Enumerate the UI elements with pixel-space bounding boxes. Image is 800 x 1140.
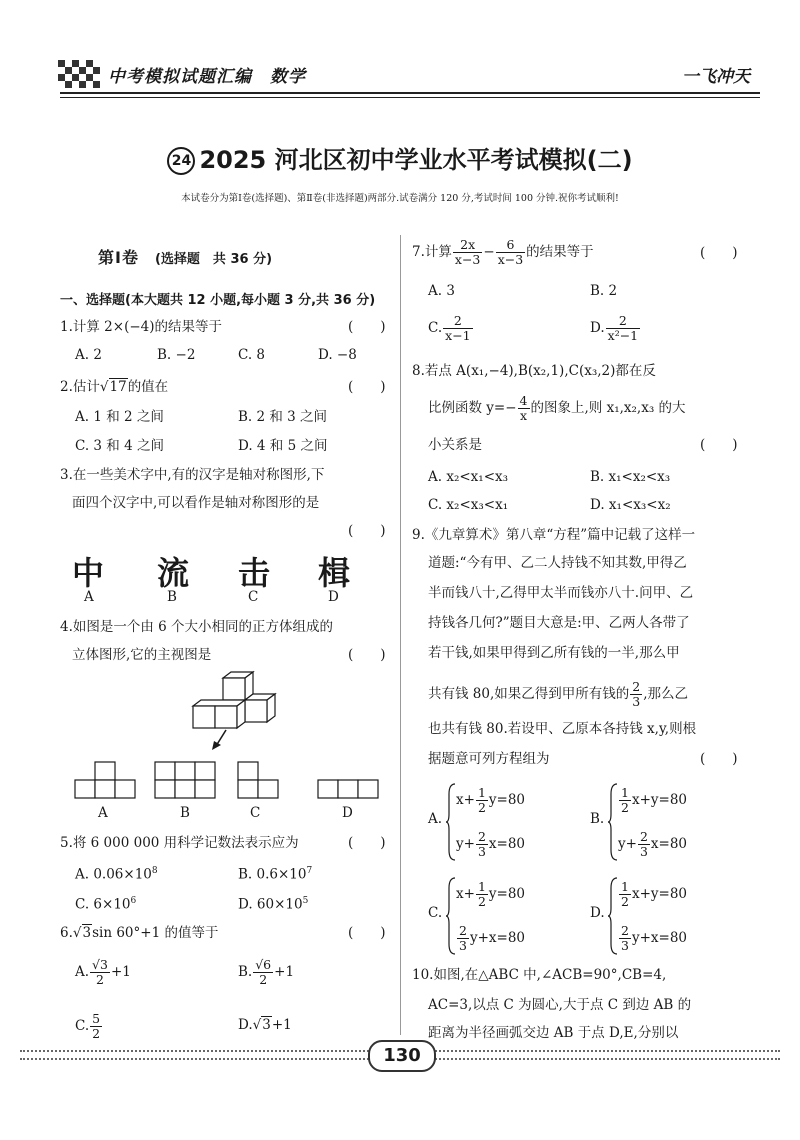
section-heading: 一、选择题(本大题共 12 小题,每小题 3 分,共 36 分) [60, 293, 376, 308]
q3-char-c: 击 [238, 554, 271, 592]
exam-number-badge: 24 [167, 147, 195, 175]
exam-note: 本试卷分为第Ⅰ卷(选择题)、第Ⅱ卷(非选择题)两部分.试卷满分 120 分,考试时间 100 分钟.祝你考试顺利! [181, 193, 619, 204]
q1-stem: 1.计算 2×(−4)的结果等于 [60, 319, 223, 335]
q8-option-c[interactable]: C. x₂<x₃<x₁ [428, 497, 509, 513]
q7-option-d[interactable]: D. $\frac{2}{\text{x²−1}}$ [590, 313, 639, 343]
q3-line1: 3.在一些美术字中,有的汉字是轴对称图形,下 [60, 467, 325, 483]
q9-d-label: D. [590, 905, 605, 921]
header-series-title: 中考模拟试题汇编 数学 [108, 67, 306, 87]
q4-label-d[interactable]: D [342, 805, 353, 821]
q9-b-eq2: y+ $\frac{2}{3}$ x=80 [618, 829, 688, 859]
q9-line5: 若干钱,如果甲得到乙所有钱的一半,那么甲 [428, 645, 680, 661]
q9-a-brace [446, 782, 456, 862]
q1-option-a[interactable]: A. 2 [75, 347, 102, 363]
header-subject: 数学 [270, 67, 306, 87]
q4-option-a-figure[interactable] [73, 760, 139, 800]
q9-b-brace [608, 782, 618, 862]
q9-c-label: C. [428, 905, 443, 921]
q8-option-a[interactable]: A. x₂<x₁<x₃ [428, 469, 509, 485]
q3-char-b: 流 [157, 554, 190, 592]
page-number: 130 [368, 1040, 436, 1072]
q5-bracket: ( ) [348, 835, 386, 851]
q9-c-eq2: $\frac{2}{3}$ y+x=80 [459, 923, 526, 953]
q9-option-b[interactable] [590, 782, 750, 862]
part1-heading: 第Ⅰ卷 (选择题 共 36 分) [98, 248, 273, 267]
q10-line1: 10.如图,在△ABC 中,∠ACB=90°,CB=4, [412, 967, 667, 983]
q7-stem: 7.计算 $\frac{2x}{x-3}$ − $\frac{6}{x-3}$ 的结果等于 [412, 237, 594, 267]
q5-option-a[interactable]: A. $0.06\times 10^8$ [75, 866, 158, 883]
q2-option-a[interactable]: A. 1 和 2 之间 [75, 409, 164, 425]
q9-c-eq1: x+ $\frac{1}{2}$ y=80 [456, 879, 526, 909]
q9-d-brace [608, 876, 618, 956]
q2-option-b[interactable]: B. 2 和 3 之间 [238, 409, 328, 425]
q1-option-d[interactable]: D. −8 [318, 347, 357, 363]
q4-line1: 4.如图是一个由 6 个大小相同的正方体组成的 [60, 619, 334, 635]
q7-option-a[interactable]: A. 3 [428, 283, 455, 299]
q8-option-d[interactable]: D. x₁<x₃<x₂ [590, 497, 671, 513]
q3-label-b[interactable]: B [167, 589, 177, 605]
q1-bracket: ( ) [348, 319, 386, 335]
q9-bracket: ( ) [700, 751, 738, 767]
q3-label-a[interactable]: A [84, 589, 94, 605]
q7-option-c[interactable]: C. $\frac{2}{x-1}$ [428, 313, 471, 343]
q9-option-c[interactable] [428, 876, 588, 956]
header-rule-thin [60, 97, 760, 98]
q4-label-a[interactable]: A [98, 805, 108, 821]
q6-option-d[interactable]: D.√3+1 [238, 1017, 292, 1033]
q9-line3: 半而钱八十,乙得甲太半而钱亦八十.问甲、乙 [428, 585, 694, 601]
q3-char-d: 楫 [318, 554, 351, 592]
q9-b-eq1: $\frac{1}{2}$ x+y=80 [621, 785, 688, 815]
q4-option-d-figure[interactable] [316, 778, 382, 800]
q2-option-c[interactable]: C. 3 和 4 之间 [75, 438, 164, 454]
q4-line2: 立体图形,它的主视图是 [72, 647, 212, 663]
q5-option-b[interactable]: B. $0.6\times 10^7$ [238, 866, 313, 883]
q2-option-d[interactable]: D. 4 和 5 之间 [238, 438, 328, 454]
header-rule [60, 92, 760, 94]
q9-d-eq2: $\frac{2}{3}$ y+x=80 [621, 923, 688, 953]
q3-bracket: ( ) [348, 523, 386, 539]
q5-option-c[interactable]: C. $6\times 10^6$ [75, 896, 137, 913]
q9-option-a[interactable] [428, 782, 588, 862]
q6-bracket: ( ) [348, 925, 386, 941]
q3-label-d[interactable]: D [328, 589, 339, 605]
q4-bracket: ( ) [348, 647, 386, 663]
q4-option-c-figure[interactable] [236, 760, 286, 800]
q5-option-d[interactable]: D. $60\times 10^5$ [238, 896, 309, 913]
q1-option-c[interactable]: C. 8 [238, 347, 266, 363]
q6-option-a[interactable]: A. $\frac{√3}{2}$ +1 [75, 957, 131, 987]
q10-line2: AC=3,以点 C 为圆心,大于点 C 到边 AB 的 [428, 997, 692, 1013]
column-divider [400, 235, 401, 1035]
q8-option-b[interactable]: B. x₁<x₂<x₃ [590, 469, 671, 485]
q6-option-b[interactable]: B. $\frac{√6}{2}$ +1 [238, 957, 295, 987]
q5-stem: 5.将 6 000 000 用科学记数法表示应为 [60, 835, 299, 851]
q6-option-c[interactable]: C. $\frac{5}{2}$ [75, 1011, 101, 1041]
q2-stem: 2.估计√17的值在 [60, 379, 169, 395]
q9-line6: 共有钱 80,如果乙得到甲所有钱的 $\frac{2}{3}$ ,那么乙 [428, 679, 689, 709]
q6-stem: 6.√3sin 60°+1 的值等于 [60, 925, 219, 941]
q1-option-b[interactable]: B. −2 [157, 347, 196, 363]
q9-d-eq1: $\frac{1}{2}$ x+y=80 [621, 879, 688, 909]
q10-line3: 距离为半径画弧交边 AB 于点 D,E,分别以 [428, 1025, 679, 1041]
q9-option-d[interactable] [590, 876, 750, 956]
q3-line2: 面四个汉字中,可以看作是轴对称图形的是 [72, 495, 320, 511]
exam-title: 24 2025 河北区初中学业水平考试模拟(二) [0, 140, 800, 175]
q9-line8: 据题意可列方程组为 [428, 751, 550, 767]
header-brand: 一飞冲天 [682, 67, 750, 87]
q9-a-eq1: x+ $\frac{1}{2}$ y=80 [456, 785, 526, 815]
q7-option-b[interactable]: B. 2 [590, 283, 618, 299]
q8-bracket: ( ) [700, 437, 738, 453]
q9-c-brace [446, 876, 456, 956]
q4-label-c[interactable]: C [250, 805, 261, 821]
q8-line2: 比例函数 y=− $\frac{4}{x}$ 的图象上,则 x₁,x₂,x₃ 的大 [428, 393, 686, 423]
q9-a-label: A. [428, 811, 443, 827]
q4-label-b[interactable]: B [180, 805, 190, 821]
q8-line3: 小关系是 [428, 437, 482, 453]
q2-bracket: ( ) [348, 379, 386, 395]
q9-line7: 也共有钱 80.若设甲、乙原本各持钱 x,y,则根 [428, 721, 697, 737]
q3-label-c[interactable]: C [248, 589, 259, 605]
q4-view-arrow [210, 728, 230, 752]
q4-option-b-figure[interactable] [153, 760, 219, 800]
q9-a-eq2: y+ $\frac{2}{3}$ x=80 [456, 829, 526, 859]
q9-b-label: B. [590, 811, 605, 827]
q4-3d-figure [185, 672, 285, 752]
q3-char-a: 中 [72, 554, 105, 592]
q7-bracket: ( ) [700, 245, 738, 261]
header-checker-logo [58, 60, 100, 92]
q8-line1: 8.若点 A(x₁,−4),B(x₂,1),C(x₃,2)都在反 [412, 363, 656, 379]
q9-line1: 9.《九章算术》第八章“方程”篇中记载了这样一 [412, 527, 696, 543]
q9-line4: 持钱各几何?”题目大意是:甲、乙两人各带了 [428, 615, 690, 631]
q9-line2: 道题:“今有甲、乙二人持钱不知其数,甲得乙 [428, 555, 687, 571]
